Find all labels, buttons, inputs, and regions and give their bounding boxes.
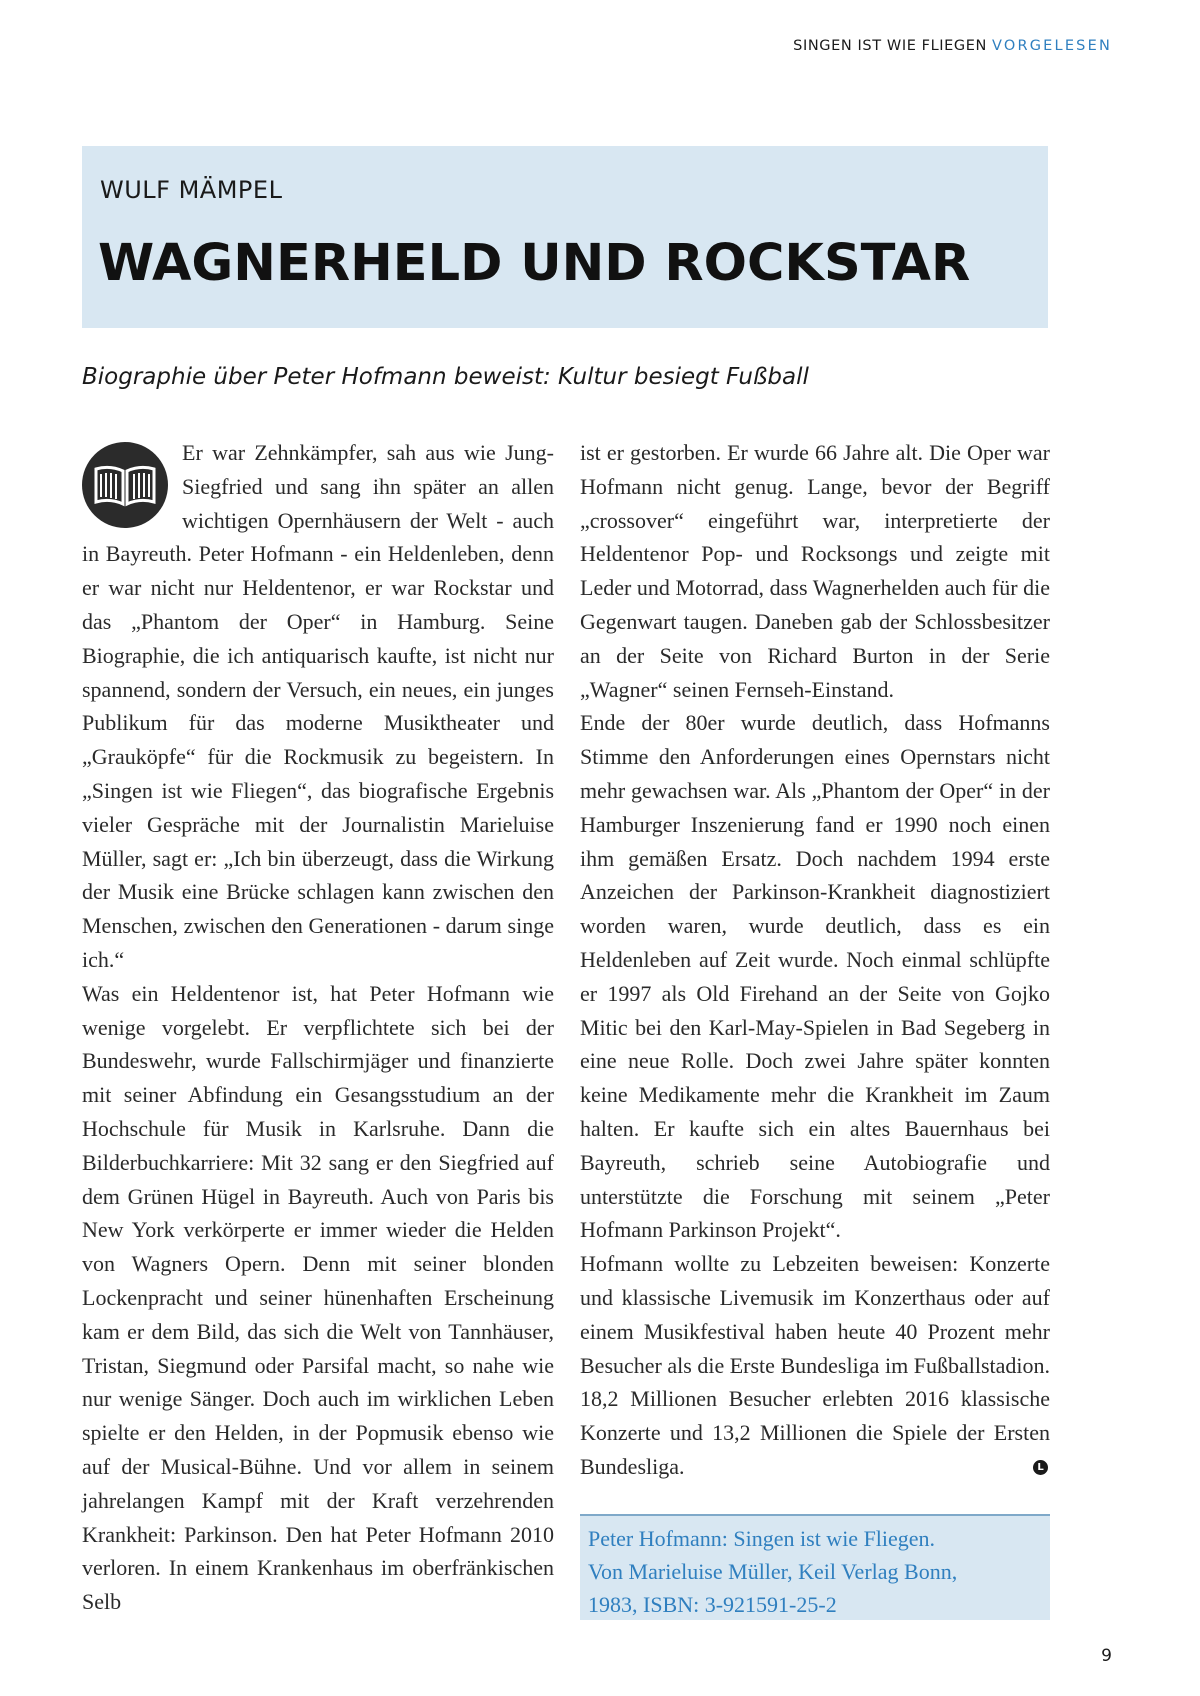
article-column-left — [82, 436, 554, 1619]
article-paragraph: Ende der 80er wurde deutlich, dass Hofmanns Stimme den Anforderungen eines Opernstars nicht mehr gewachsen war. Als „Phantom der Oper“ in der Hamburger Inszenierung fand er 1990 noch einen ihm gemäßen Ersatz. Doch nachdem 1994 erste Anzeichen der Parkinson-Krankheit diagnostiziert worden waren, wurde deutlich, dass es ein Heldenleben auf Zeit wurde. Noch einmal schlüpfte er 1997 als Old Firehand an der Seite von Gojko Mitic bei den Karl-May-Spielen in Bad Segeberg in eine neue Rolle. Doch zwei Jahre später konnten keine Medikamente mehr die Krankheit im Zaum halten. Er kaufte sich ein altes Bauernhaus bei Bayreuth, schrieb seine Autobiografie und unterstützte die Forschung mit seinem „Peter Hofmann Parkinson Projekt“. — [580, 710, 1050, 1243]
book-reference-title: Peter Hofmann: Singen ist wie Fliegen. — [588, 1526, 936, 1551]
book-icon — [82, 442, 168, 528]
running-head — [793, 38, 1112, 54]
book-reference-box — [580, 1514, 1050, 1620]
article-paragraph: Er war Zehnkämpfer, sah aus wie Jung-Siegfried und sang ihn später an allen wichtigen Opernhäusern der Welt - auch in Bayreuth. Peter Hofmann - ein Heldenleben, denn er war nicht nur Heldentenor, er war Rockstar und das „Phantom der Oper“ in Hamburg. Seine Biographie, die ich antiquarisch kaufte, ist nicht nur spannend, sondern der Versuch, ein neues, ein junges Publikum für das moderne Musiktheater und „Grauköpfe“ für die Rockmusik zu begeistern. In „Singen ist wie Fliegen“, das biografische Ergebnis vieler Gespräche mit der Journalistin Marieluise Müller, sagt er: „Ich bin überzeugt, dass die Wirkung der Musik eine Brücke schlagen kann zwischen den Menschen, zwischen den Generationen - darum singe ich.“ — [82, 440, 554, 972]
page-number: 9 — [1101, 1646, 1112, 1666]
running-head-title: SINGEN IST WIE FLIEGEN — [793, 38, 987, 54]
end-mark-icon: L — [1033, 1460, 1048, 1475]
article-paragraph: ist er gestorben. Er wurde 66 Jahre alt. Die Oper war Hofmann nicht genug. Lange, bevor der Begriff „crossover“ eingeführt war, interpretierte der Heldentenor Pop- und Rocksongs und zeigte mit Leder und Motorrad, dass Wagnerhelden auch für die Gegenwart taugen. Daneben gab der Schlossbesitzer an der Seite von Richard Burton in der Serie „Wagner“ seinen Fernseh-Einstand. — [580, 440, 1050, 702]
title-box — [82, 146, 1048, 328]
book-reference-isbn: 1983, ISBN: 3-921591-25-2 — [588, 1592, 837, 1617]
article-author: WULF MÄMPEL — [100, 176, 283, 204]
article-subtitle: Biographie über Peter Hofmann beweist: Kultur besiegt Fußball — [82, 364, 809, 390]
article-paragraph: Was ein Heldentenor ist, hat Peter Hofmann wie wenige vorgelebt. Er verpflichtete sich bei der Bundeswehr, wurde Fallschirmjäger und finanzierte mit seiner Abfindung ein Gesangsstudium an der Hochschule für Musik in Karlsruhe. Dann die Bilderbuchkarriere: Mit 32 sang er den Siegfried auf dem Grünen Hügel in Bayreuth. Auch von Paris bis New York verkörperte er immer wieder die Helden von Wagners Opern. Denn mit seiner blonden Lockenpracht und seiner hünenhaften Erscheinung kam er dem Bild, das sich die Welt von Tannhäuser, Tristan, Siegmund oder Parsifal macht, so nahe wie nur wenige Sänger. Doch auch im wirklichen Leben spielte er den Helden, in der Popmusik ebenso wie auf der Musical-Bühne. Und vor allem in seinem jahrelangen Kampf mit der Kraft verzehrenden Krankheit: Parkinson. Den hat Peter Hofmann 2010 verloren. In einem Krankenhaus im oberfränkischen Selb — [82, 980, 554, 1615]
article-paragraph-text: Hofmann wollte zu Lebzeiten beweisen: Konzerte und klassische Livemusik im Konzerthaus oder auf einem Musikfestival haben heute 40 Prozent mehr Besucher als die Erste Bundesliga im Fußballstadion. 18,2 Millionen Besucher erlebten 2016 klassische Konzerte und 13,2 Millionen die Spiele der Ersten Bundesliga. — [580, 1251, 1050, 1479]
article-paragraph — [580, 1247, 1050, 1484]
article-title: WAGNERHELD UND ROCKSTAR — [98, 234, 971, 293]
running-head-section: VORGELESEN — [991, 38, 1112, 54]
book-reference-publisher: Von Marieluise Müller, Keil Verlag Bonn, — [588, 1559, 958, 1584]
article-column-right — [580, 436, 1050, 1484]
